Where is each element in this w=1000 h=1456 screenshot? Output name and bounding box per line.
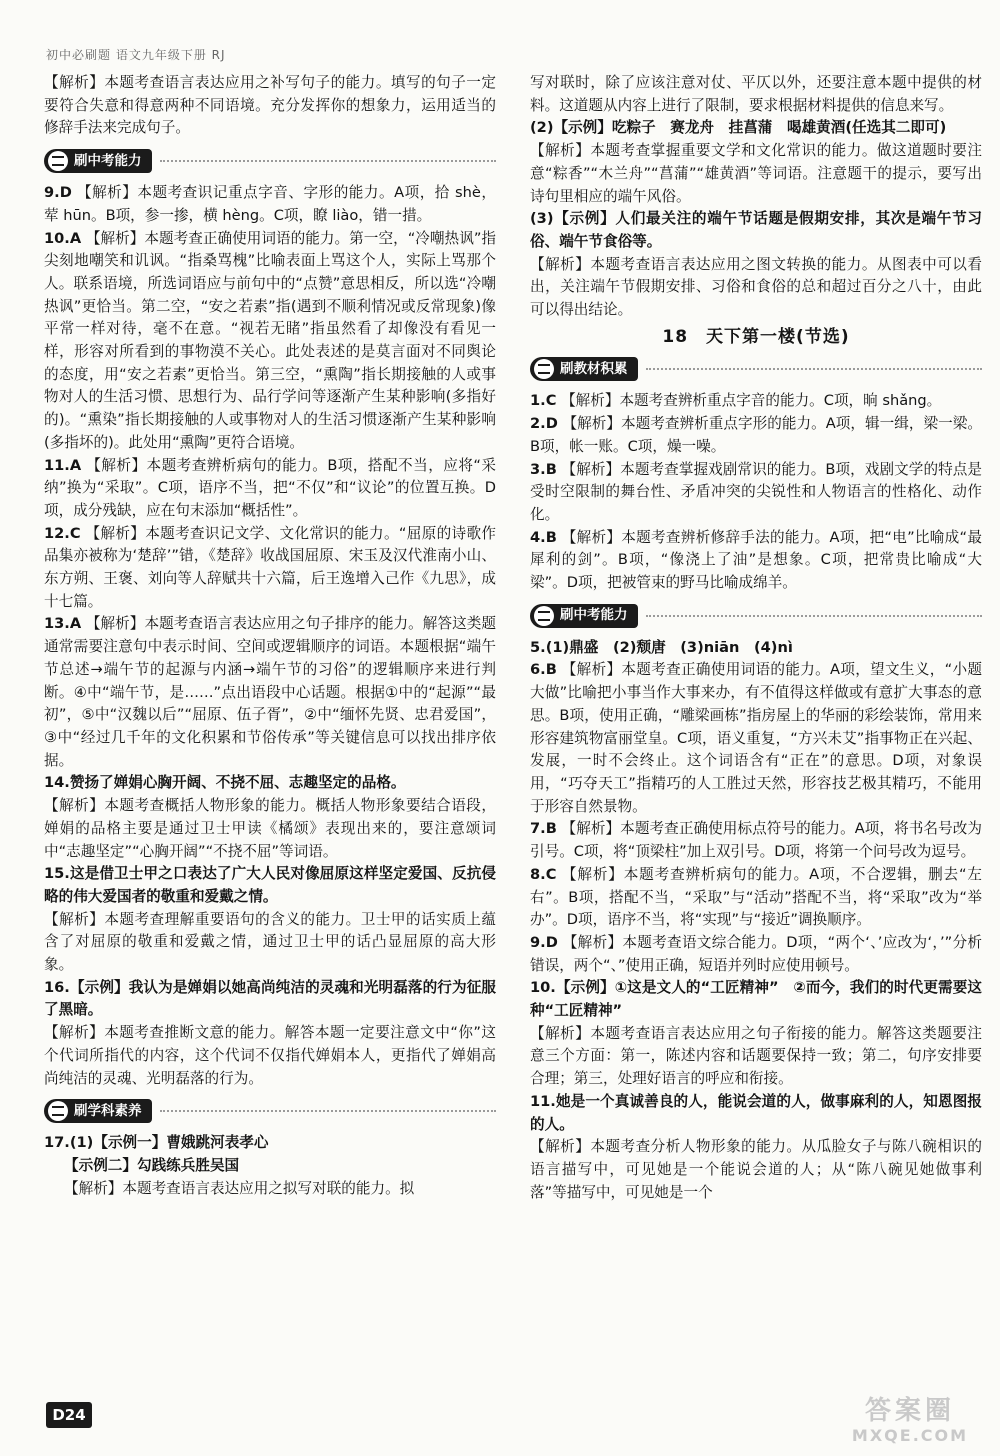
answer-text: 【解析】本题考查辨析病句的能力。B项，搭配不当，应将“采纳”换为“采取”。C项，语序不当，把“不仅”和“议论”的位置互换。D项，成分残缺，应在句末添加“概括性”。 bbox=[44, 456, 497, 519]
section-header bbox=[44, 1096, 496, 1126]
answer-item bbox=[530, 977, 982, 1022]
dotted-divider bbox=[160, 160, 497, 162]
answer-item bbox=[530, 390, 982, 413]
answer-key: (1)鼎盛 (2)颓唐 (3)niān (4)nì bbox=[545, 638, 793, 656]
answer-key: (2)【示例】吃粽子 赛龙舟 挂菖蒲 喝雄黄酒(任选其二即可) bbox=[530, 119, 947, 137]
watermark bbox=[835, 1396, 985, 1450]
answer-key: 【示例二】勾践练兵胜吴国 bbox=[64, 1156, 240, 1174]
answer-item bbox=[44, 772, 496, 795]
dotted-divider bbox=[646, 615, 983, 617]
answer-text: 【解析】本题考查辨析病句的能力。A项，不合逻辑，删去“左右”。B项，搭配不当，“采取”与“活动”搭配不当，将“采取”改为“举办”。D项，语序不当，将“实现”与“接近”调换顺序。 bbox=[530, 865, 983, 929]
answer-analysis: 【解析】本题考查掌握重要文学和文化常识的能力。做这道题时要注意“粽香”“木兰舟”“菖蒲”“雄黄酒”等词语。注意题干的提示，要写出诗句里相应的端午风俗。 bbox=[530, 142, 982, 205]
answer-item bbox=[44, 228, 496, 455]
answer-item bbox=[530, 932, 982, 977]
answer-key: 她是一个真诚善良的人，能说会道的人，做事麻利的人，知恩图报的人。 bbox=[530, 1092, 982, 1133]
answer-analysis: 【解析】本题考查概括人物形象的能力。概括人物形象要结合语段，婵娟的品格主要是通过卫士甲读《橘颂》表现出来的，要注意颂词中“志趣坚定”“心胸开阔”“不挠不屈”等词语。 bbox=[44, 797, 496, 860]
answer-key: (3)【示例】人们最关注的端午节话题是假期安排，其次是端午节习俗、端午节食俗等。 bbox=[530, 210, 982, 250]
dotted-divider bbox=[646, 368, 983, 370]
answer-item bbox=[530, 864, 982, 932]
answer-number: 12.C bbox=[44, 524, 81, 542]
answer-number: 10. bbox=[530, 979, 556, 997]
answer-number: 3.B bbox=[530, 460, 557, 478]
answer-text: 【解析】本题考查正确使用标点符号的能力。A项，将书名号改为引号。C项，将“顶梁柱”加上双引号。D项，将第一个问号改为逗号。 bbox=[530, 820, 982, 861]
answer-item bbox=[44, 1132, 496, 1155]
answer-number: 7.B bbox=[530, 820, 557, 838]
brush-icon bbox=[534, 359, 554, 379]
answer-item bbox=[530, 413, 982, 458]
answer-number: 4.B bbox=[530, 528, 557, 546]
answer-text: 【解析】本题考查语文综合能力。D项，“两个‘、’应改为‘，’”分析错误，两个“、”使用正确，短语并列时应使用顿号。 bbox=[530, 933, 982, 974]
answer-item bbox=[44, 182, 496, 227]
brush-icon bbox=[534, 606, 554, 626]
left-column bbox=[44, 72, 496, 1200]
answer-key: 【示例】我认为是婵娟以她高尚纯洁的灵魂和光明磊落的行为征服了黑暗。 bbox=[44, 978, 496, 1019]
answer-item bbox=[530, 459, 982, 527]
section-badge bbox=[530, 357, 638, 381]
brush-icon bbox=[48, 1101, 68, 1121]
answer-text: 【解析】本题考查识记重点字音、字形的能力。A项，拾 shè，荤 hūn。B项，参一掺，横 hèng。C项，瞭 liào，错一措。 bbox=[44, 184, 496, 224]
answer-item bbox=[44, 523, 496, 614]
answer-analysis: 【解析】本题考查语言表达应用之句子衔接的能力。解答这类题要注意三个方面：第一，陈述内容和话题要保持一致；第二，句序安排要合理；第三，处理好语言的呼应和衔接。 bbox=[530, 1024, 982, 1088]
section-header bbox=[44, 146, 496, 176]
section-badge bbox=[530, 604, 638, 628]
answer-item bbox=[530, 637, 982, 660]
answer-text: 【解析】本题考查识记文学、文化常识的能力。“屈原的诗歌作品集亦被称为‘楚辞’”错，《楚辞》收战国屈原、宋玉及汉代淮南小山、东方朔、王褒、刘向等人辞赋共十六篇，后王逸增入己作《九思》，成十七篇。 bbox=[44, 524, 496, 610]
answer-item bbox=[530, 527, 982, 595]
answer-key: 【示例】①这是文人的“工匠精神” ②而今，我们的时代更需要这种“工匠精神” bbox=[530, 979, 982, 1020]
answer-number: 6.B bbox=[530, 661, 557, 679]
answer-number: 11.A bbox=[44, 456, 82, 474]
answer-text: 【解析】本题考查掌握戏剧常识的能力。B项，戏剧文学的特点是受时空限制的舞台性、矛盾冲突的尖锐性和人物语言的性格化、动作化。 bbox=[530, 460, 983, 523]
page-number: D24 bbox=[46, 1402, 92, 1428]
right-column bbox=[530, 72, 982, 1204]
answer-key: 这是借卫士甲之口表达了广大人民对像屈原这样坚定爱国、反抗侵略的伟大爱国者的敬重和爱戴之情。 bbox=[44, 865, 496, 905]
chapter-title: 18 天下第一楼(节选) bbox=[662, 326, 850, 347]
answer-key: (1)【示例一】曹娥跳河表孝心 bbox=[69, 1134, 269, 1152]
answer-number: 5. bbox=[530, 638, 546, 656]
watermark-logo: 答案圈 bbox=[864, 1396, 955, 1426]
watermark-url: MXQE.COM bbox=[851, 1426, 969, 1445]
answer-number: 16. bbox=[44, 978, 70, 996]
answer-number: 11. bbox=[530, 1092, 556, 1110]
section-title: 刷教材积累 bbox=[560, 361, 628, 378]
answer-number: 14. bbox=[44, 774, 70, 792]
answer-analysis: 【解析】本题考查语言表达应用之图文转换的能力。从图表中可以看出，关注端午节假期安排、习俗和食俗的总和超过百分之八十，由此可以得出结论。 bbox=[530, 255, 982, 319]
answer-text: 【解析】本题考查辨析修辞手法的能力。A项，把“电”比喻成“最犀利的剑”。B项，“像浇上了油”是想象。C项，把常贵比喻成“大梁”。D项，把被管束的野马比喻成绵羊。 bbox=[530, 528, 982, 592]
section-title: 刷学科素养 bbox=[74, 1102, 142, 1119]
section-title: 刷中考能力 bbox=[560, 607, 628, 624]
running-header: 初中必刷题 语文九年级下册 RJ bbox=[46, 48, 226, 62]
answer-analysis: 【解析】本题考查分析人物形象的能力。从瓜脸女子与陈八碗相识的语言描写中，可见她是一个能说会道的人；从“陈八碗见她做事利落”等描写中，可见她是一个 bbox=[530, 1138, 982, 1201]
answer-number: 9.D bbox=[530, 933, 558, 951]
intro-analysis: 【解析】本题考查语言表达应用之补写句子的能力。填写的句子一定要符合失意和得意两种不同语境。充分发挥你的想象力，运用适当的修辞手法来完成句子。 bbox=[44, 74, 496, 137]
brush-icon bbox=[48, 151, 68, 171]
answer-analysis: 【解析】本题考查推断文意的能力。解答本题一定要注意文中“你”这个代词所指代的内容，这个代词不仅指代婵娟本人，更指代了婵娟高尚纯洁的灵魂、光明磊落的行为。 bbox=[44, 1024, 496, 1087]
answer-number: 15. bbox=[44, 865, 70, 883]
answer-number: 9.D bbox=[44, 184, 72, 202]
answer-number: 10.A bbox=[44, 229, 82, 247]
answer-text: 【解析】本题考查辨析重点字音的能力。C项，晌 shǎng。 bbox=[561, 392, 942, 410]
section-header bbox=[530, 601, 982, 631]
answer-text: 【解析】本题考查正确使用词语的能力。A项，望文生义，“小题大做”比喻把小事当作大事来办，有不值得这样做或有意扩大事态的意思。B项，使用正确，“雕梁画栋”指房屋上的华丽的彩绘装饰，常用来形容建筑物富丽堂皇。C项，语义重复，“方兴未艾”指事物正在兴起、发展，一时不会终止。这个词语含有“正在”的意思。D项，对象误用，“巧夺天工”指精巧的人工胜过天然，形容技艺极其精巧，不能用于形容自然景物。 bbox=[530, 661, 983, 815]
answer-item bbox=[530, 659, 982, 818]
answer-number: 13.A bbox=[44, 615, 82, 633]
section-title: 刷中考能力 bbox=[74, 152, 142, 169]
answer-number: 1.C bbox=[530, 392, 557, 410]
answer-text: 【解析】本题考查正确使用词语的能力。第一空，“冷嘲热讽”指尖刻地嘲笑和讥讽。“指桑骂槐”比喻表面上骂这个人，实际上骂那个人。联系语境，所选词语应与前句中的“点赞”意思相反，所以选“冷嘲热讽”更恰当。第二空，“安之若素”指(遇到不顺利情况或反常现象)像平常一样对待，毫不在意。“视若无睹”指虽然看了却像没有看见一样，形容对所看到的事物漠不关心。此处表述的是莫言面对不同舆论的态度，用“安之若素”更恰当。第三空，“熏陶”指长期接触的人或事物对人的生活习惯、思想行为、品行学问等逐渐产生某种影响(多指好的)。“熏染”指长期接触的人或事物对人的生活习惯逐渐产生某种影响(多指坏的)。此处用“熏陶”更符合语境。 bbox=[44, 229, 497, 451]
section-badge bbox=[44, 149, 152, 173]
answer-item bbox=[530, 818, 982, 863]
answer-analysis: 【解析】本题考查理解重要语句的含义的能力。卫士甲的话实质上蕴含了对屈原的敬重和爱戴之情，通过卫士甲的话凸显屈原的高大形象。 bbox=[44, 910, 496, 974]
dotted-divider bbox=[160, 1110, 497, 1112]
section-header bbox=[530, 354, 982, 384]
answer-item bbox=[44, 455, 496, 523]
answer-item bbox=[44, 863, 496, 908]
answer-key: 赞扬了婵娟心胸开阔、不挠不屈、志趣坚定的品格。 bbox=[69, 774, 406, 792]
answer-analysis: 【解析】本题考查语言表达应用之拟写对联的能力。拟 bbox=[64, 1179, 415, 1197]
answer-item bbox=[44, 977, 496, 1022]
answer-number: 17. bbox=[44, 1134, 70, 1152]
answer-analysis: 写对联时，除了应该注意对仗、平仄以外，还要注意本题中提供的材料。这道题从内容上进行了限制，要求根据材料提供的信息来写。 bbox=[530, 74, 982, 114]
answer-item bbox=[44, 613, 496, 772]
answer-text: 【解析】本题考查辨析重点字形的能力。A项，辑一缉，梁一梁。B项，帐一账。C项，燥一噪。 bbox=[530, 415, 982, 455]
answer-item bbox=[530, 1091, 982, 1136]
section-badge bbox=[44, 1099, 152, 1123]
answer-number: 2.D bbox=[530, 415, 558, 433]
answer-text: 【解析】本题考查语言表达应用之句子排序的能力。解答这类题通常需要注意句中表示时间、空间或逻辑顺序的词语。本题根据“端午节总述→端午节的起源与内涵→端午节的习俗”的逻辑顺序来进行判断。④中“端午节，是……”点出语段中心话题。根据①中的“起源”“最初”，⑤中“汉魏以后”“屈原、伍子胥”，②中“缅怀先贤、忠君爱国”，③中“经过几千年的文化积累和节俗传承”等关键信息可以找出排序依据。 bbox=[44, 615, 496, 769]
answer-number: 8.C bbox=[530, 865, 557, 883]
